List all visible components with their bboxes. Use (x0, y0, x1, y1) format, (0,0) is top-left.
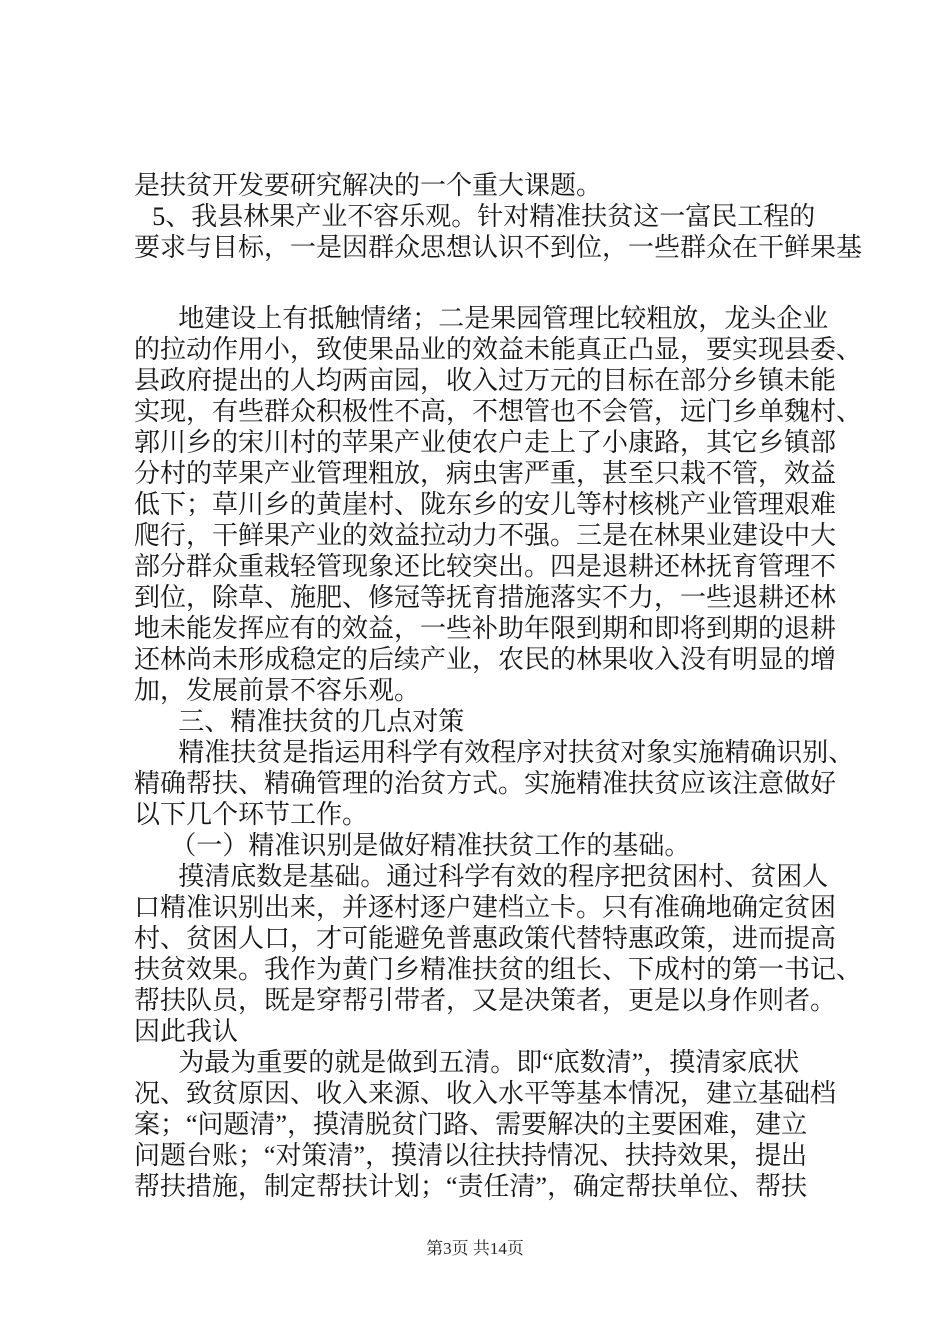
text-line: 精准扶贫是指运用科学有效程序对扶贫对象实施精确识别、 (178, 738, 855, 767)
text-line: 的拉动作用小，致使果品业的效益未能真正凸显，要实现县委、 (134, 335, 863, 364)
blank-line (134, 263, 864, 303)
text-line: 低下；草川乡的黄崖村、陇东乡的安儿等村核桃产业管理艰难 (134, 490, 837, 519)
text-line: 实现，有些群众积极性不高，不想管也不会管，远门乡单魏村、 (134, 397, 863, 426)
text-line: 扶贫效果。我作为黄门乡精准扶贫的组长、下成村的第一书记、 (134, 955, 863, 984)
text-line: 县政府提出的人均两亩园，收入过万元的目标在部分乡镇未能 (134, 366, 837, 395)
document-body (134, 170, 864, 1202)
text-line: 为最为重要的就是做到五清。即“底数清”，摸清家底状 (178, 1048, 800, 1077)
page-footer (0, 1234, 950, 1259)
text-line: 三、精准扶贫的几点对策 (178, 707, 465, 736)
text-line: 况、致贫原因、收入来源、收入水平等基本情况，建立基础档 (134, 1079, 837, 1108)
text-line: 爬行，干鲜果产业的效益拉动力不强。三是在林果业建设中大 (134, 521, 837, 550)
text-line: 要求与目标，一是因群众思想认识不到位，一些群众在干鲜果基 (134, 233, 863, 262)
text-line: 口精准识别出来，并逐村逐户建档立卡。只有准确地确定贫困 (134, 893, 837, 922)
text-line: 地建设上有抵触情绪；二是果园管理比较粗放，龙头企业 (178, 304, 829, 333)
text-line: 精确帮扶、精确管理的治贫方式。实施精准扶贫应该注意做好 (134, 769, 837, 798)
text-line: 因此我认 (134, 1017, 239, 1046)
text-line: 还林尚未形成稳定的后续产业，农民的林果收入没有明显的增 (134, 645, 837, 674)
text-line: 分村的苹果产业管理粗放，病虫害严重，甚至只栽不管，效益 (134, 459, 837, 488)
text-line: 案；“问题清”，摸清脱贫门路、需要解决的主要困难，建立 (134, 1110, 808, 1139)
text-line: 部分群众重栽轻管现象还比较突出。四是退耕还林抚育管理不 (134, 552, 837, 581)
text-line: 郭川乡的宋川村的苹果产业使农户走上了小康路，其它乡镇部 (134, 428, 837, 457)
text-line: 帮扶队员，既是穿帮引带者，又是决策者，更是以身作则者。 (134, 986, 837, 1015)
text-line: 摸清底数是基础。通过科学有效的程序把贫困村、贫困人 (178, 862, 829, 891)
text-line: 村、贫困人口，才可能避免普惠政策代替特惠政策，进而提高 (134, 924, 837, 953)
text-line: 帮扶措施，制定帮扶计划；“责任清”，确定帮扶单位、帮扶 (134, 1172, 808, 1201)
text-line: 到位，除草、施肥、修冠等抚育措施落实不力，一些退耕还林 (134, 583, 837, 612)
text-line: 地未能发挥应有的效益，一些补助年限到期和即将到期的退耕 (134, 614, 837, 643)
text-line: 加，发展前景不容乐观。 (134, 676, 421, 705)
text-line: 问题台账；“对策清”，摸清以往扶持情况、扶持效果，提出 (134, 1141, 808, 1170)
text-line: 5、我县林果产业不容乐观。针对精准扶贫这一富民工程的 (152, 202, 816, 231)
page-number-label: 第3页 共14页 (426, 1239, 524, 1258)
text-line: （一）精准识别是做好精准扶贫工作的基础。 (170, 831, 691, 860)
text-line: 是扶贫开发要研究解决的一个重大课题。 (134, 171, 603, 200)
text-line: 以下几个环节工作。 (134, 800, 369, 829)
